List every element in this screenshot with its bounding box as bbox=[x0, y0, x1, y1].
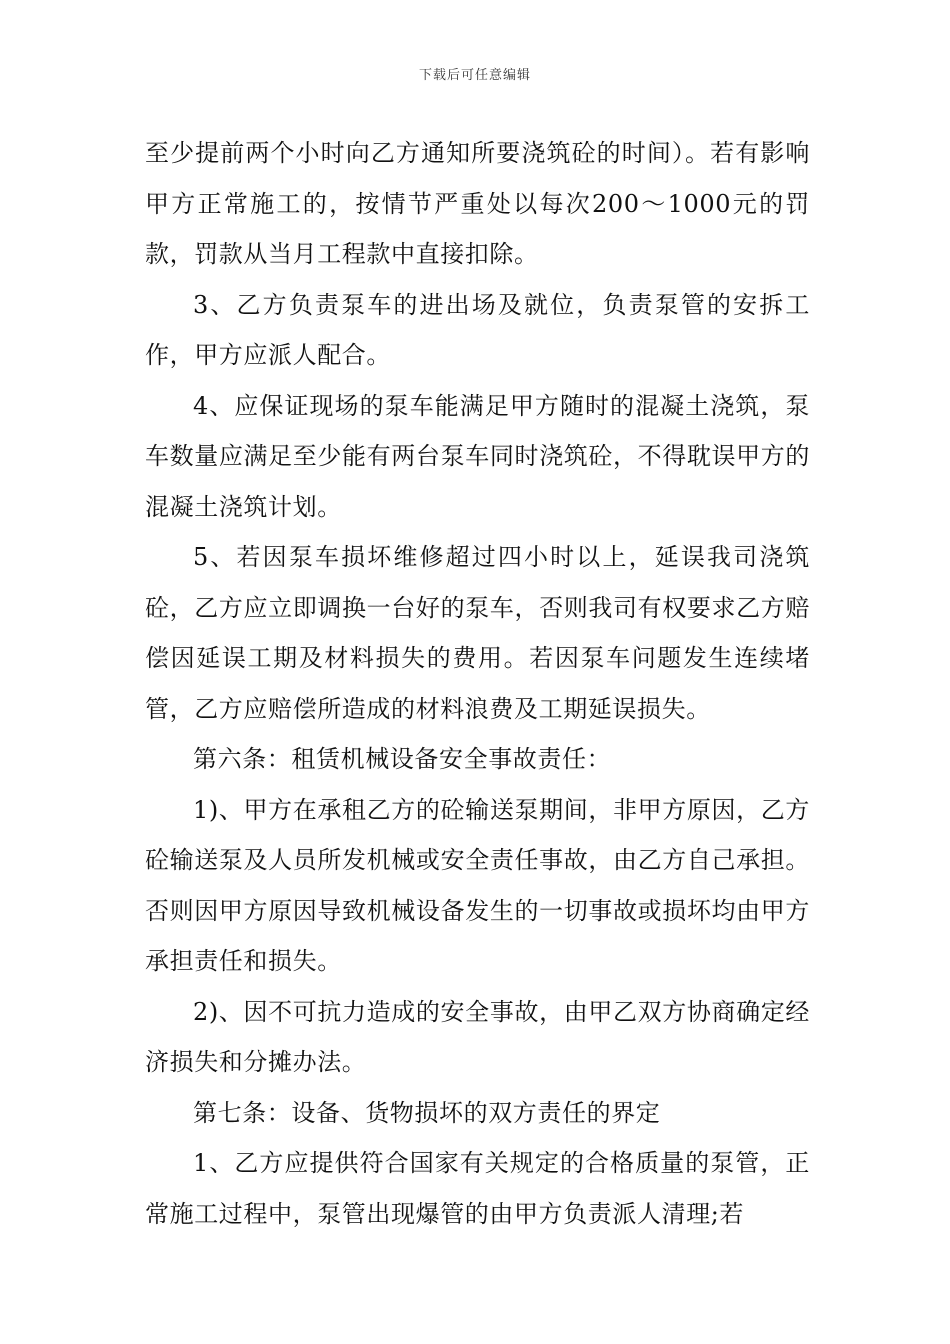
paragraph-article-6-item-2: 2)、因不可抗力造成的安全事故，由甲乙双方协商确定经济损失和分摊办法。 bbox=[145, 997, 810, 1076]
section-heading-article-6: 第六条：租赁机械设备安全事故责任： bbox=[193, 745, 612, 773]
section-heading-article-7: 第七条：设备、货物损坏的双方责任的界定 bbox=[193, 1098, 661, 1127]
paragraph-1: 至少提前两个小时向乙方通知所要浇筑砼的时间）。若有影响甲方正常施工的，按情节严重处以每次200～1000元的罚款，罚款从当月工程款中直接扣除。 bbox=[145, 139, 810, 268]
paragraph-clause-3: 3、乙方负责泵车的进出场及就位，负责泵管的安拆工作，甲方应派人配合。 bbox=[145, 290, 810, 369]
paragraph-article-7-item-1: 1、乙方应提供符合国家有关规定的合格质量的泵管，正常施工过程中，泵管出现爆管的由甲方负责派人清理;若 bbox=[145, 1149, 810, 1228]
paragraph-article-6-item-1: 1)、甲方在承租乙方的砼输送泵期间，非甲方原因，乙方砼输送泵及人员所发机械或安全责任事故，由乙方自己承担。否则因甲方原因导致机械设备发生的一切事故或损坏均由甲方承担责任和损失。 bbox=[145, 795, 810, 975]
document-body bbox=[145, 128, 810, 1239]
paragraph-clause-5: 5、若因泵车损坏维修超过四小时以上，延误我司浇筑砼，乙方应立即调换一台好的泵车，否则我司有权要求乙方赔偿因延误工期及材料损失的费用。若因泵车问题发生连续堵管，乙方应赔偿所造成的材料浪费及工期延误损失。 bbox=[145, 543, 810, 723]
paragraph-clause-4: 4、应保证现场的泵车能满足甲方随时的混凝土浇筑，泵车数量应满足至少能有两台泵车同时浇筑砼，不得耽误甲方的混凝土浇筑计划。 bbox=[145, 391, 810, 521]
page-header: 下载后可任意编辑 bbox=[418, 68, 531, 83]
